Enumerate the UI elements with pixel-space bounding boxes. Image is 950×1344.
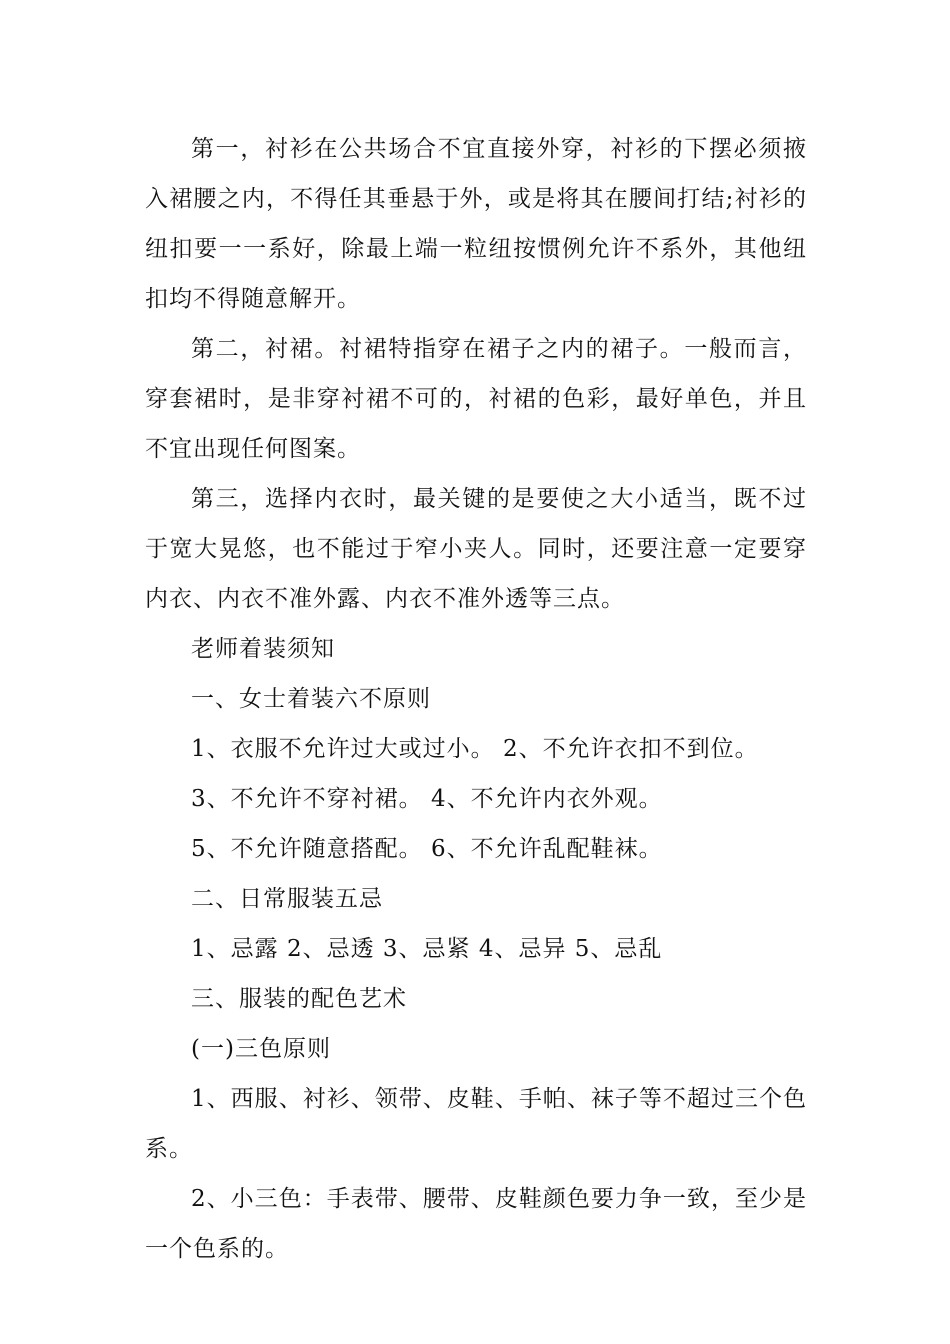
list-line-principles-3-4: 3、不允许不穿衬裙。 4、不允许内衣外观。 [191,786,663,812]
list-line-taboos: 1、忌露 2、忌透 3、忌紧 4、忌异 5、忌乱 [191,936,663,962]
section-heading-teacher-dress: 老师着装须知 [191,636,335,662]
list-line-principles-1-2: 1、衣服不允许过大或过小。 2、不允许衣扣不到位。 [191,736,759,762]
list-item-three-color-1: 1、西服、衬衫、领带、皮鞋、手帕、袜子等不超过三个色系。 [145,1086,807,1162]
subheading-five-taboos: 二、日常服装五忌 [191,886,383,912]
list-line-principles-5-6: 5、不允许随意搭配。 6、不允许乱配鞋袜。 [191,836,663,862]
paragraph-petticoat: 第二，衬裙。衬裙特指穿在裙子之内的裙子。一般而言，穿套裙时，是非穿衬裙不可的，衬裙的色彩，最好单色，并且不宜出现任何图案。 [145,336,807,462]
paragraph-underwear: 第三，选择内衣时，最关键的是要使之大小适当，既不过于宽大晃悠，也不能过于窄小夹人。同时，还要注意一定要穿内衣、内衣不准外露、内衣不准外透等三点。 [145,486,807,612]
list-item-three-color-2: 2、小三色：手表带、腰带、皮鞋颜色要力争一致，至少是一个色系的。 [145,1186,807,1262]
document-body [145,124,807,1274]
subheading-three-color-rule: (一)三色原则 [191,1036,331,1062]
subheading-color-art: 三、服装的配色艺术 [191,986,407,1012]
paragraph-shirt-rules: 第一，衬衫在公共场合不宜直接外穿，衬衫的下摆必须掖入裙腰之内，不得任其垂悬于外，或是将其在腰间打结;衬衫的纽扣要一一系好，除最上端一粒纽按惯例允许不系外，其他纽扣均不得随意解开。 [145,136,807,312]
subheading-six-principles: 一、女士着装六不原则 [191,686,431,712]
